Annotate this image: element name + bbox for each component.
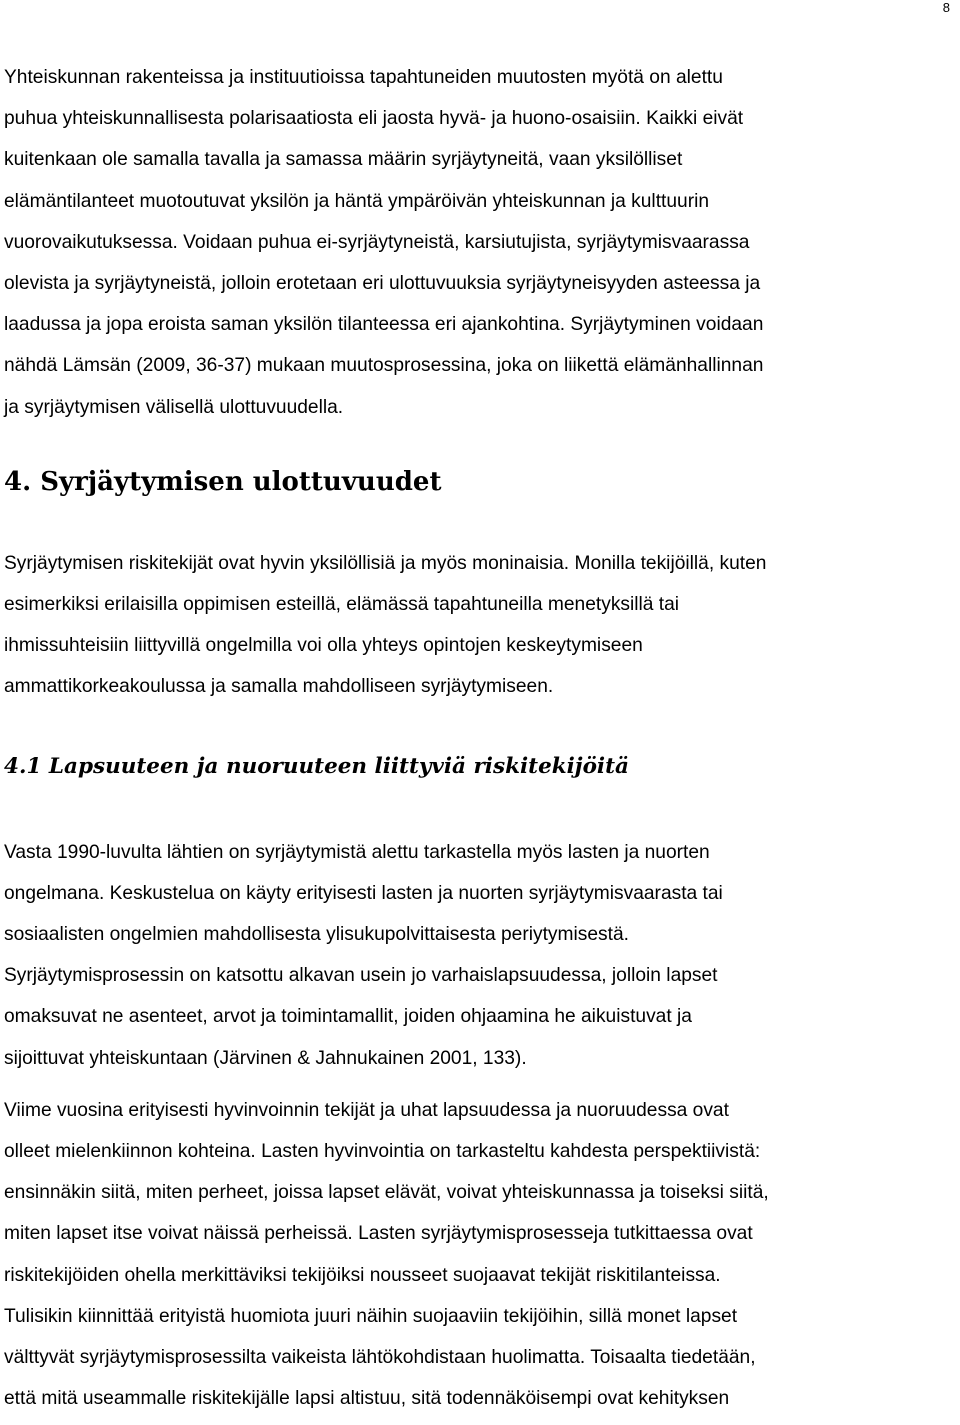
page-number: 8 — [942, 0, 950, 15]
document-body — [4, 57, 954, 1419]
subsection-heading-4-1: 4.1 Lapsuuteen ja nuoruuteen liittyviä riskitekijöitä — [4, 753, 629, 779]
section-heading-4: 4. Syrjäytymisen ulottuvuudet — [4, 466, 442, 497]
body-paragraph-wellbeing: Viime vuosina erityisesti hyvinvoinnin tekijät ja uhat lapsuudessa ja nuoruudessa ovat olleet mielenkiinnon kohteina. Lasten hyvinvointia on tarkasteltu kahdesta perspektiivistä: ensinnäkin siitä, miten perheet, joissa lapset elävät, voivat yhteiskunnassa ja toiseksi siitä, miten lapset itse voivat näissä perheissä. Lasten syrjäytymisprosesseja tutkittaessa ovat riskitekijöiden ohella merkittäviksi tekijöiksi nousseet suojaavat tekijät riskitilanteissa. Tulisikin kiinnittää erityistä huomiota juuri näihin suojaaviin tekijöihin, sillä monet lapset välttyvät syrjäytymisprosessilta vaikeista lähtökohdistaan huolimatta. Toisaalta tiedetään, että mitä useammalle riskitekijälle lapsi altistuu, sitä todennäköisempi ovat kehityksen — [4, 1099, 769, 1410]
body-paragraph-childhood: Vasta 1990-luvulta lähtien on syrjäytymistä alettu tarkastella myös lasten ja nuorten ongelmana. Keskustelua on käyty erityisesti lasten ja nuorten syrjäytymisvaarasta tai sosiaalisten ongelmien mahdollisesta ylisukupolvittaisesta periytymisestä. Syrjäytymisprosessin on katsottu alkavan usein jo varhaislapsuudessa, jolloin lapset omaksuvat ne asenteet, arvot ja toimintamallit, joiden ohjaamina he aikuistuvat ja sijoittuvat yhteiskuntaan (Järvinen & Jahnukainen 2001, 133). — [4, 841, 723, 1069]
body-paragraph-risk-factors: Syrjäytymisen riskitekijät ovat hyvin yksilöllisiä ja myös moninaisia. Monilla tekijöillä, kuten esimerkiksi erilaisilla oppimisen esteillä, elämässä tapahtuneilla menetyksillä tai ihmissuhteisiin liittyvillä ongelmilla voi olla yhteys opintojen keskeytymiseen ammattikorkeakoulussa ja samalla mahdolliseen syrjäytymiseen. — [4, 552, 767, 698]
body-paragraph-intro: Yhteiskunnan rakenteissa ja instituutioissa tapahtuneiden muutosten myötä on alettu puhua yhteiskunnallisesta polarisaatiosta eli jaosta hyvä- ja huono-osaisiin. Kaikki eivät kuitenkaan ole samalla tavalla ja samassa määrin syrjäytyneitä, vaan yksilölliset elämäntilanteet muotoutuvat yksilön ja häntä ympäröivän yhteiskunnan ja kulttuurin vuorovaikutuksessa. Voidaan puhua ei-syrjäytyneistä, karsiutujista, syrjäytymisvaarassa olevista ja syrjäytyneistä, jolloin erotetaan eri ulottuvuuksia syrjäytyneisyyden asteessa ja laadussa ja jopa eroista saman yksilön tilanteessa eri ajankohtina. Syrjäytyminen voidaan nähdä Lämsän (2009, 36-37) mukaan muutosprosessina, joka on liikettä elämänhallinnan ja syrjäytymisen välisellä ulottuvuudella. — [4, 67, 764, 418]
